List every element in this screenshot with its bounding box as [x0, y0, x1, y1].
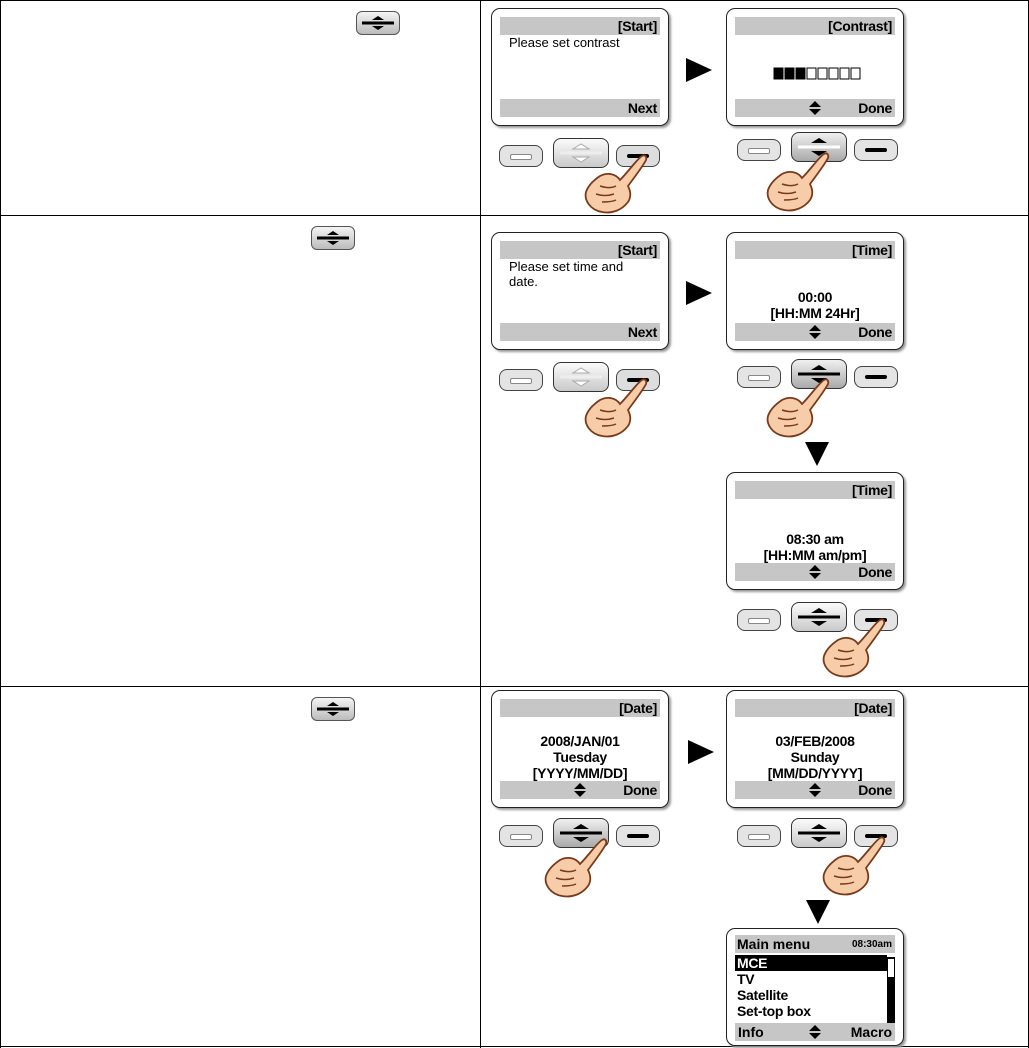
- right-softkey-button[interactable]: [854, 139, 898, 161]
- contrast-segment-filled: [785, 68, 794, 79]
- table-border-bottom: [0, 1046, 1029, 1047]
- scrollbar-thumb[interactable]: [888, 959, 894, 977]
- updown-arrows-icon: [573, 783, 587, 797]
- softkey-next-label: Next: [627, 100, 657, 116]
- time-ampm-screen: [726, 472, 904, 590]
- updown-arrows-icon: [808, 1025, 822, 1039]
- menu-item-satellite[interactable]: Satellite: [737, 987, 788, 1003]
- updown-arrows-icon: [808, 325, 822, 339]
- menu-title: Main menu: [737, 936, 811, 952]
- softkey-done-label: Done: [858, 100, 892, 116]
- screen-title: [Contrast]: [735, 17, 895, 35]
- updown-arrows-icon: [808, 565, 822, 579]
- left-softkey-button[interactable]: [499, 369, 543, 391]
- screen-title: [Date]: [500, 699, 660, 717]
- left-softkey-button[interactable]: [499, 145, 543, 167]
- softkey-next-label: Next: [627, 324, 657, 340]
- screen-message: Please set contrast: [509, 35, 620, 50]
- contrast-segment-empty: [840, 68, 849, 79]
- contrast-screen: [726, 8, 904, 126]
- softkey-done-label: Done: [858, 324, 892, 340]
- table-border-top: [0, 0, 1029, 1]
- date-format: [MM/DD/YYYY]: [767, 765, 863, 781]
- screen-softkey-bar: [500, 781, 660, 799]
- contrast-segment-empty: [818, 68, 827, 79]
- time-format: [HH:MM am/pm]: [763, 547, 867, 563]
- arrow-right-icon: [686, 58, 712, 82]
- time-24hr-screen: [726, 232, 904, 350]
- softkey-macro-label: Macro: [850, 1024, 892, 1040]
- table-border-left: [0, 0, 1, 1048]
- screen-title: [Start]: [500, 241, 660, 259]
- menu-item-mce[interactable]: MCE: [735, 955, 887, 971]
- pointing-hand-icon: [580, 376, 650, 440]
- menu-clock: 08:30am: [851, 939, 892, 950]
- softkey-done-label: Done: [858, 564, 892, 580]
- menu-item-tv[interactable]: TV: [737, 971, 755, 987]
- arrow-right-icon: [688, 740, 714, 764]
- screen-softkey-bar: [500, 99, 660, 117]
- menu-item-set-top-box[interactable]: Set-top box: [737, 1003, 811, 1019]
- date-ymd-screen: [491, 690, 669, 808]
- table-row-divider-2: [0, 686, 1029, 687]
- left-softkey-button[interactable]: [499, 825, 543, 847]
- screen-message: Please set time and date.: [509, 259, 624, 289]
- table-row-divider-1: [0, 215, 1029, 216]
- arrow-down-icon: [806, 900, 830, 924]
- screen-softkey-bar: [735, 323, 895, 341]
- date-value: 2008/JAN/01: [540, 733, 620, 749]
- pointing-hand-icon: [762, 376, 832, 440]
- date-format: [YYYY/MM/DD]: [532, 765, 628, 781]
- pointing-hand-icon: [540, 836, 610, 900]
- start-contrast-screen: [491, 8, 669, 126]
- pointing-hand-icon: [818, 616, 888, 680]
- screen-title: [Time]: [735, 481, 895, 499]
- time-value: 08:30 am: [786, 531, 844, 547]
- scroll-button-icon: [356, 11, 400, 35]
- date-value: 03/FEB/2008: [775, 733, 855, 749]
- contrast-segment-empty: [829, 68, 838, 79]
- weekday-value: Tuesday: [553, 749, 607, 765]
- pointing-hand-icon: [762, 150, 832, 214]
- screen-title: [Start]: [500, 17, 660, 35]
- screen-title: [Time]: [735, 241, 895, 259]
- arrow-down-icon: [805, 442, 829, 466]
- contrast-segment-filled: [796, 68, 805, 79]
- date-mdy-screen: [726, 690, 904, 808]
- screen-softkey-bar: [500, 323, 660, 341]
- arrow-right-icon: [686, 281, 712, 305]
- contrast-level-meter: [773, 67, 869, 81]
- pointing-hand-icon: [818, 834, 888, 898]
- screen-softkey-bar: [735, 99, 895, 117]
- menu-softkey-bar: [735, 1023, 895, 1041]
- softkey-info-label: Info: [738, 1024, 764, 1040]
- screen-softkey-bar: [735, 781, 895, 799]
- time-format: [HH:MM 24Hr]: [770, 305, 860, 321]
- time-value: 00:00: [797, 289, 833, 305]
- softkey-done-label: Done: [858, 782, 892, 798]
- contrast-segment-empty: [851, 68, 860, 79]
- softkey-done-label: Done: [623, 782, 657, 798]
- main-menu-screen: [726, 928, 904, 1046]
- left-softkey-button[interactable]: [737, 609, 781, 631]
- weekday-value: Sunday: [790, 749, 840, 765]
- table-divider-vertical: [480, 0, 481, 1048]
- contrast-segment-empty: [807, 68, 816, 79]
- pointing-hand-icon: [580, 152, 650, 216]
- menu-scrollbar[interactable]: [887, 957, 895, 1025]
- right-softkey-button[interactable]: [854, 366, 898, 388]
- scroll-button-icon: [311, 226, 355, 250]
- screen-softkey-bar: [735, 563, 895, 581]
- left-softkey-button[interactable]: [737, 825, 781, 847]
- screen-title: [Date]: [735, 699, 895, 717]
- updown-arrows-icon: [808, 101, 822, 115]
- updown-arrows-icon: [808, 783, 822, 797]
- start-time-screen: [491, 232, 669, 350]
- menu-title-bar: [735, 935, 895, 953]
- right-softkey-button[interactable]: [616, 825, 660, 847]
- contrast-segment-filled: [774, 68, 783, 79]
- scroll-button-icon: [311, 697, 355, 721]
